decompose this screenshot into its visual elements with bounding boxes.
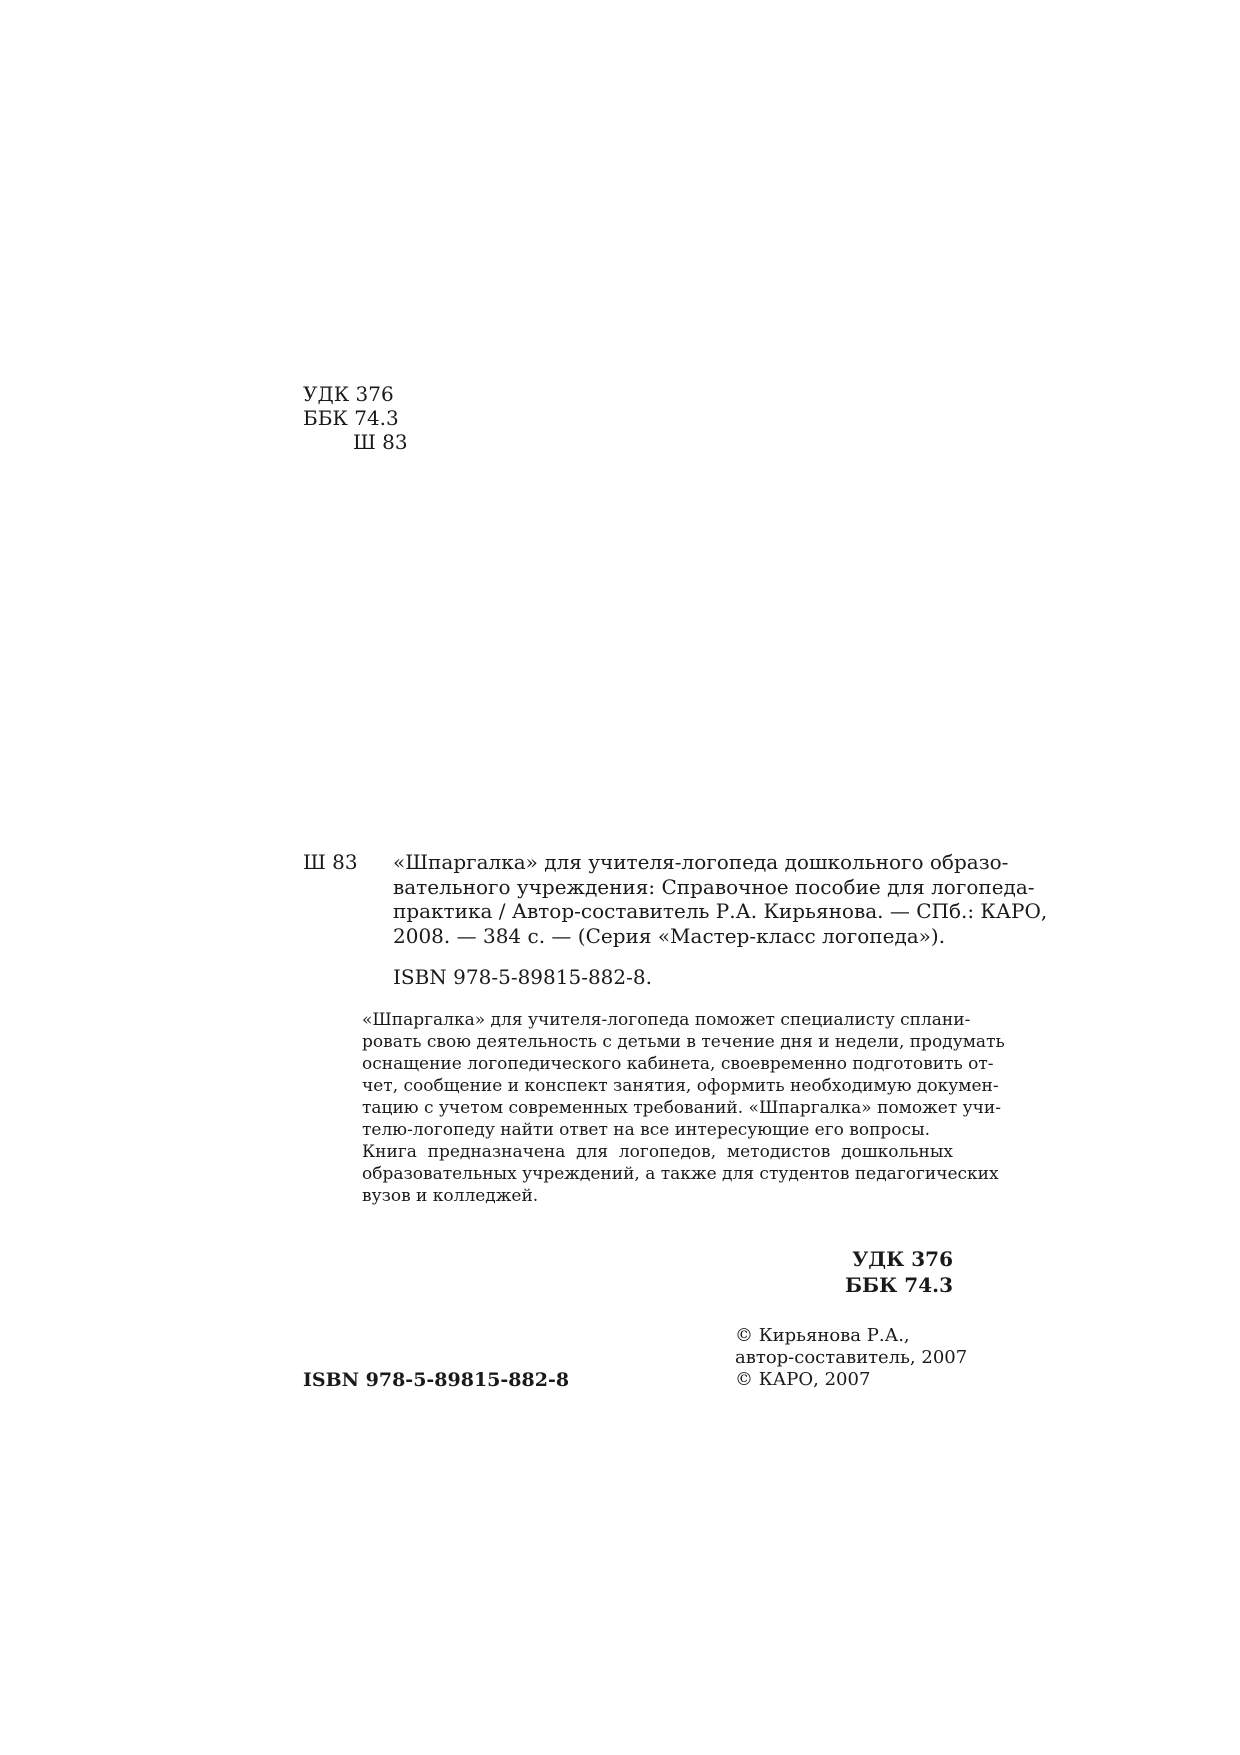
bibliography-author-code: Ш 83 — [303, 850, 358, 874]
annotation-line: Книга предназначена для логопедов, методистов дошкольных — [362, 1142, 953, 1162]
annotation-line: ровать свою деятельность с детьми в течение дня и недели, продумать — [362, 1032, 1005, 1052]
top-bbk: ББК 74.3 — [303, 406, 399, 430]
bibliography-line: 2008. — 384 с. — (Серия «Мастер-класс логопеда»). — [393, 923, 946, 948]
annotation-line: образовательных учреждений, а также для студентов педагогических — [362, 1164, 999, 1184]
bottom-udk: УДК 376 — [852, 1247, 953, 1271]
copyright-author: © Кирьянова Р.А., — [735, 1325, 910, 1346]
annotation-line: телю-логопеду найти ответ на все интересующие его вопросы. — [362, 1120, 930, 1140]
bibliography-line: практика / Автор-составитель Р.А. Кирьянова. — СПб.: КАРО, — [393, 899, 1048, 923]
annotation-line: чет, сообщение и конспект занятия, оформить необходимую докумен- — [362, 1076, 999, 1096]
copyright-author-role: автор-составитель, 2007 — [735, 1347, 968, 1368]
top-udk: УДК 376 — [303, 382, 394, 406]
top-author-code: Ш 83 — [353, 430, 408, 454]
bottom-bbk: ББК 74.3 — [844, 1273, 953, 1297]
copyright-publisher: © КАРО, 2007 — [735, 1369, 871, 1390]
bibliography-isbn: ISBN 978-5-89815-882-8. — [393, 965, 652, 989]
annotation-line: оснащение логопедического кабинета, своевременно подготовить от- — [362, 1054, 994, 1074]
annotation-line: вузов и колледжей. — [362, 1186, 539, 1206]
bibliography-line: «Шпаргалка» для учителя-логопеда дошкольного образо- — [393, 850, 1009, 874]
bibliography-line: вательного учреждения: Справочное пособие для логопеда- — [393, 874, 1035, 899]
annotation-line: «Шпаргалка» для учителя-логопеда поможет специалисту сплани- — [362, 1010, 971, 1030]
isbn-bottom: ISBN 978-5-89815-882-8 — [303, 1369, 570, 1391]
annotation-line: тацию с учетом современных требований. «Шпаргалка» поможет учи- — [362, 1098, 1001, 1118]
